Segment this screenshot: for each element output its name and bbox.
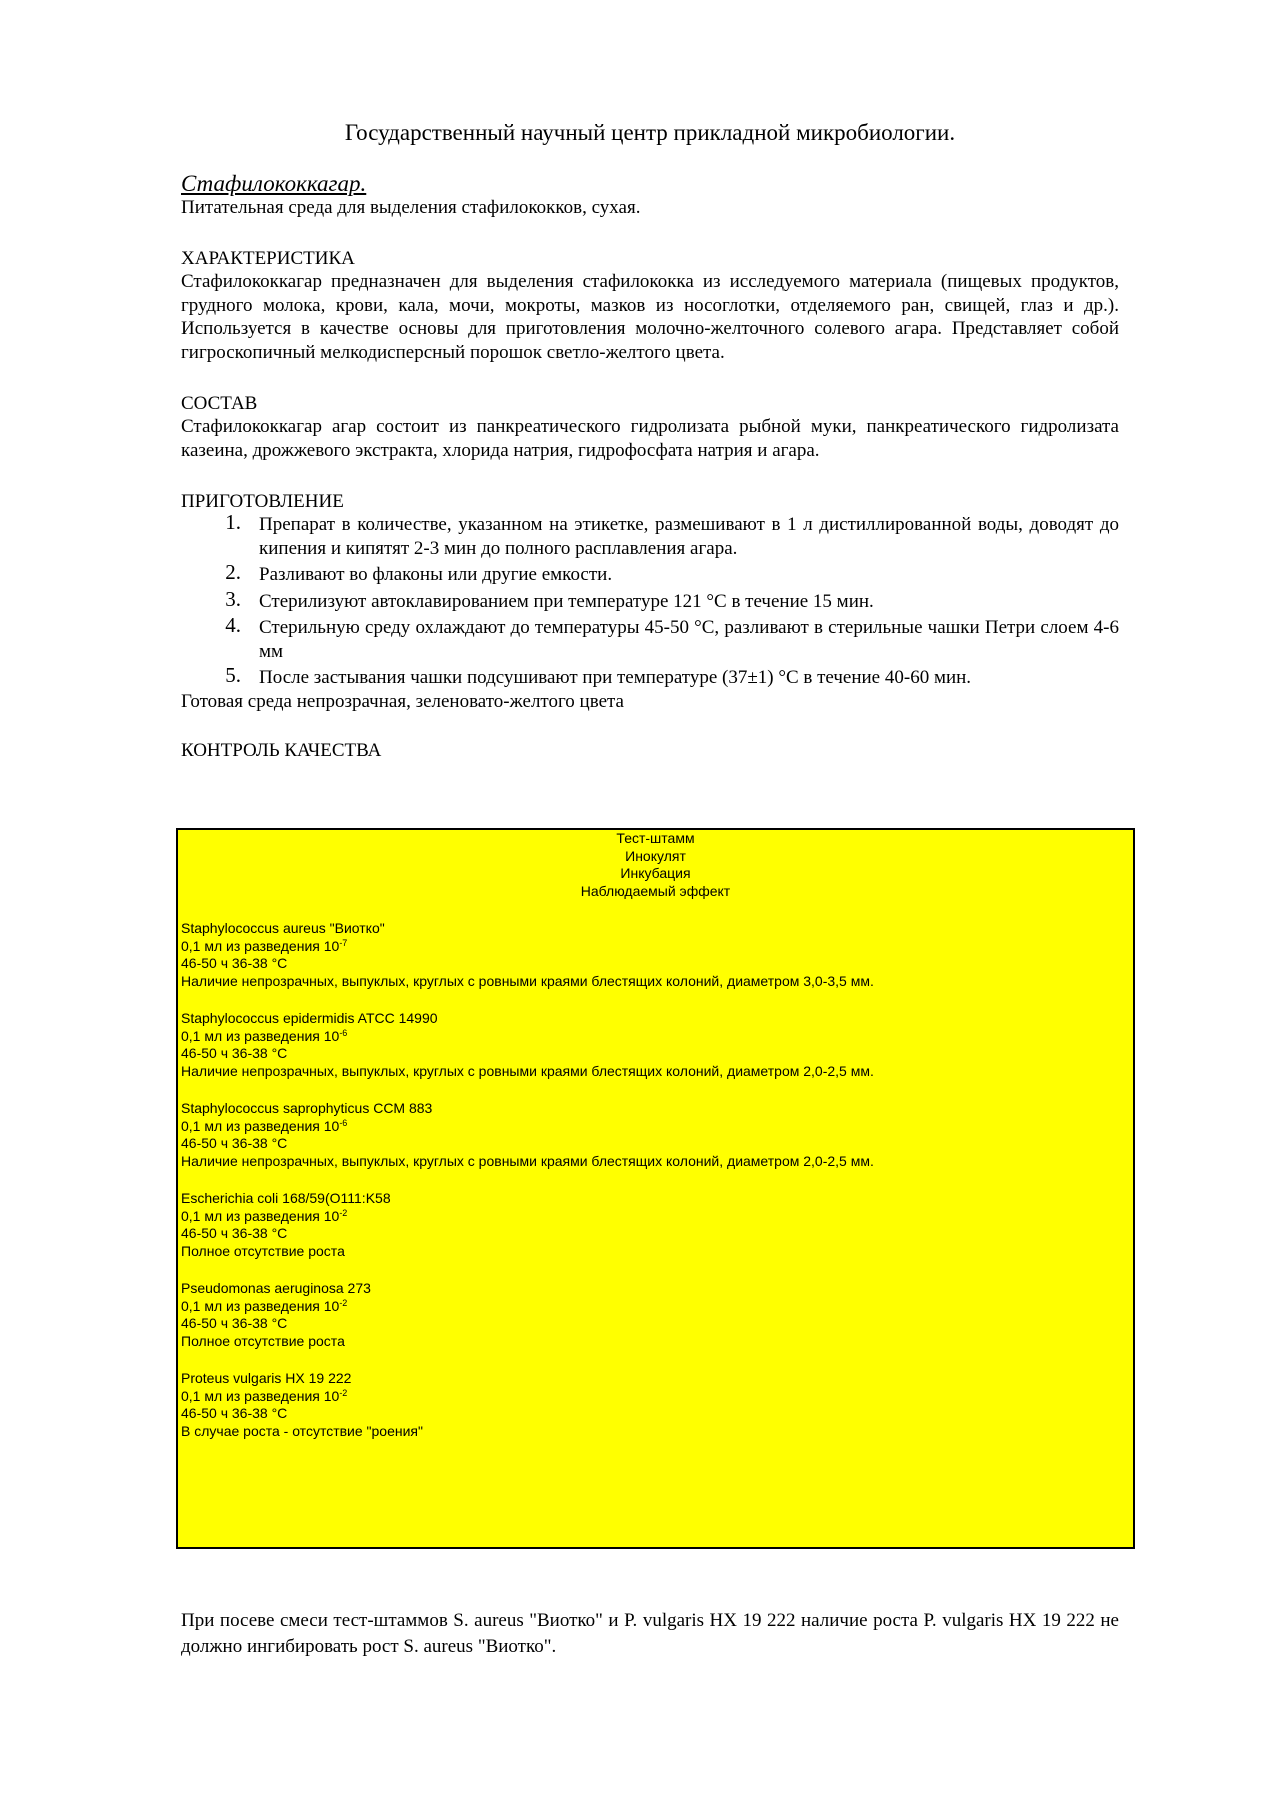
preparation-heading: ПРИГОТОВЛЕНИЕ [181, 491, 344, 512]
qc-inoculum [181, 1298, 1130, 1316]
qc-inoculum-prefix: 0,1 мл из разведения 10 [181, 1027, 340, 1044]
preparation-steps [181, 510, 1119, 690]
qc-row [181, 1370, 1130, 1440]
qc-inoculum-prefix: 0,1 мл из разведения 10 [181, 937, 340, 954]
preparation-step [181, 586, 1119, 614]
qc-inoculum-exponent: -2 [339, 1387, 348, 1398]
qc-effect: Наличие непрозрачных, выпуклых, круглых с ровными краями блестящих колоний, диаметром 2,0-2,5 мм. [181, 1062, 874, 1079]
qc-inoculum [181, 1118, 1130, 1136]
preparation-step [181, 663, 1119, 690]
step-text: Препарат в количестве, указанном на этикетке, размешивают в 1 л дистиллированной воды, доводят до кипения и кипятят 2-3 мин до полного расплавления агара. [259, 514, 1119, 559]
step-text: Разливают во флаконы или другие емкости. [259, 564, 613, 585]
step-text: После застывания чашки подсушивают при температуре (37±1) °С в течение 40-60 мин. [259, 667, 972, 688]
qc-effect: Наличие непрозрачных, выпуклых, круглых с ровными краями блестящих колоний, диаметром 2,0-2,5 мм. [181, 1152, 874, 1169]
step-number: 3. [225, 586, 241, 611]
qc-incubation: 46-50 ч 36-38 °С [181, 1045, 288, 1061]
qc-column-headers [181, 830, 1130, 900]
step-number: 4. [225, 613, 241, 637]
qc-strain: Pseudomonas aeruginosa 273 [181, 1280, 371, 1296]
qc-effect: Полное отсутствие роста [181, 1242, 345, 1259]
qc-row [181, 920, 1130, 990]
qc-inoculum-exponent: -2 [339, 1297, 348, 1308]
qc-row [181, 1010, 1130, 1080]
qc-row [181, 1280, 1130, 1350]
qc-inoculum [181, 1028, 1130, 1046]
qc-inoculum-exponent: -2 [339, 1207, 348, 1218]
qc-inoculum [181, 1388, 1130, 1406]
step-number: 5. [225, 663, 241, 687]
qc-incubation: 46-50 ч 36-38 °С [181, 1405, 288, 1421]
product-subtitle: Питательная среда для выделения стафилококков, сухая. [181, 197, 641, 218]
qc-effect: Полное отсутствие роста [181, 1332, 345, 1349]
qc-strain: Staphylococcus saprophyticus CCM 883 [181, 1100, 433, 1116]
qc-inoculum-exponent: -6 [339, 1117, 348, 1128]
preparation-result: Готовая среда непрозрачная, зеленовато-желтого цвета [181, 690, 624, 712]
qc-inoculum-prefix: 0,1 мл из разведения 10 [181, 1387, 340, 1404]
document-header: Государственный научный центр прикладной микробиологии. [344, 120, 956, 145]
qc-inoculum-prefix: 0,1 мл из разведения 10 [181, 1207, 340, 1224]
qc-strain: Escherichia coli 168/59(O111:K58 [181, 1190, 391, 1206]
composition-heading: СОСТАВ [181, 393, 258, 414]
qc-inoculum-exponent: -6 [339, 1027, 348, 1038]
quality-control-table [176, 828, 1135, 1549]
characteristics-heading: ХАРАКТЕРИСТИКА [181, 248, 355, 269]
step-number: 2. [225, 560, 241, 584]
qc-row [181, 1100, 1130, 1170]
qc-incubation: 46-50 ч 36-38 °С [181, 955, 288, 971]
qc-strain: Staphylococcus epidermidis ATCC 14990 [181, 1010, 438, 1026]
mixed-culture-note: При посеве смеси тест-штаммов S. aureus "Виотко" и P. vulgaris HX 19 222 наличие роста P. vulgaris HX 19 222 не должно ингибировать рост S. aureus "Виотко". [181, 1610, 1119, 1657]
preparation-step [181, 613, 1119, 663]
qc-row [181, 1190, 1130, 1260]
qc-effect: Наличие непрозрачных, выпуклых, круглых с ровными краями блестящих колоний, диаметром 3,0-3,5 мм. [181, 972, 874, 989]
qc-inoculum-prefix: 0,1 мл из разведения 10 [181, 1297, 340, 1314]
qc-header-strain: Тест-штамм [616, 830, 695, 846]
preparation-step [181, 510, 1119, 560]
document-page [181, 120, 1119, 762]
qc-strain: Staphylococcus aureus "Виотко" [181, 920, 385, 936]
qc-header-incubation: Инкубация [620, 865, 691, 881]
qc-inoculum [181, 1208, 1130, 1226]
step-text: Стерилизуют автоклавированием при температуре 121 °С в течение 15 мин. [259, 590, 874, 612]
qc-strain: Proteus vulgaris HX 19 222 [181, 1370, 352, 1386]
step-text: Стерильную среду охлаждают до температуры 45-50 °С, разливают в стерильные чашки Петри слоем 4-6 мм [259, 617, 1119, 662]
preparation-step [181, 560, 1119, 587]
step-number: 1. [225, 510, 241, 534]
qc-header-inoculum: Инокулят [625, 847, 686, 864]
composition-text: Стафилококкагар агар состоит из панкреатического гидролизата рыбной муки, панкреатического гидролизата казеина, дрожжевого экстракта, хлорида натрия, гидрофосфата натрия и агара. [181, 416, 1119, 461]
quality-control-heading: КОНТРОЛЬ КАЧЕСТВА [181, 740, 382, 761]
qc-incubation: 46-50 ч 36-38 °С [181, 1225, 288, 1241]
qc-effect: В случае роста - отсутствие "роения" [181, 1422, 423, 1439]
qc-inoculum-prefix: 0,1 мл из разведения 10 [181, 1117, 340, 1134]
qc-inoculum [181, 938, 1130, 956]
qc-incubation: 46-50 ч 36-38 °С [181, 1135, 288, 1151]
qc-incubation: 46-50 ч 36-38 °С [181, 1315, 288, 1331]
qc-header-effect: Наблюдаемый эффект [580, 882, 731, 899]
product-title: Стафилококкагар. [181, 171, 367, 196]
characteristics-text: Стафилококкагар предназначен для выделения стафилококка из исследуемого материала (пищевых продуктов, грудного молока, крови, кала, мочи, мокроты, мазков из носоглотки, отделяемого ран, свищей, глаз и др.). Используется в качестве основы для приготовления молочно-желточного солевого агара. Представляет собой гигроскопичный мелкодисперсный порошок светло-желтого цвета. [181, 271, 1119, 363]
qc-inoculum-exponent: -7 [339, 937, 348, 948]
